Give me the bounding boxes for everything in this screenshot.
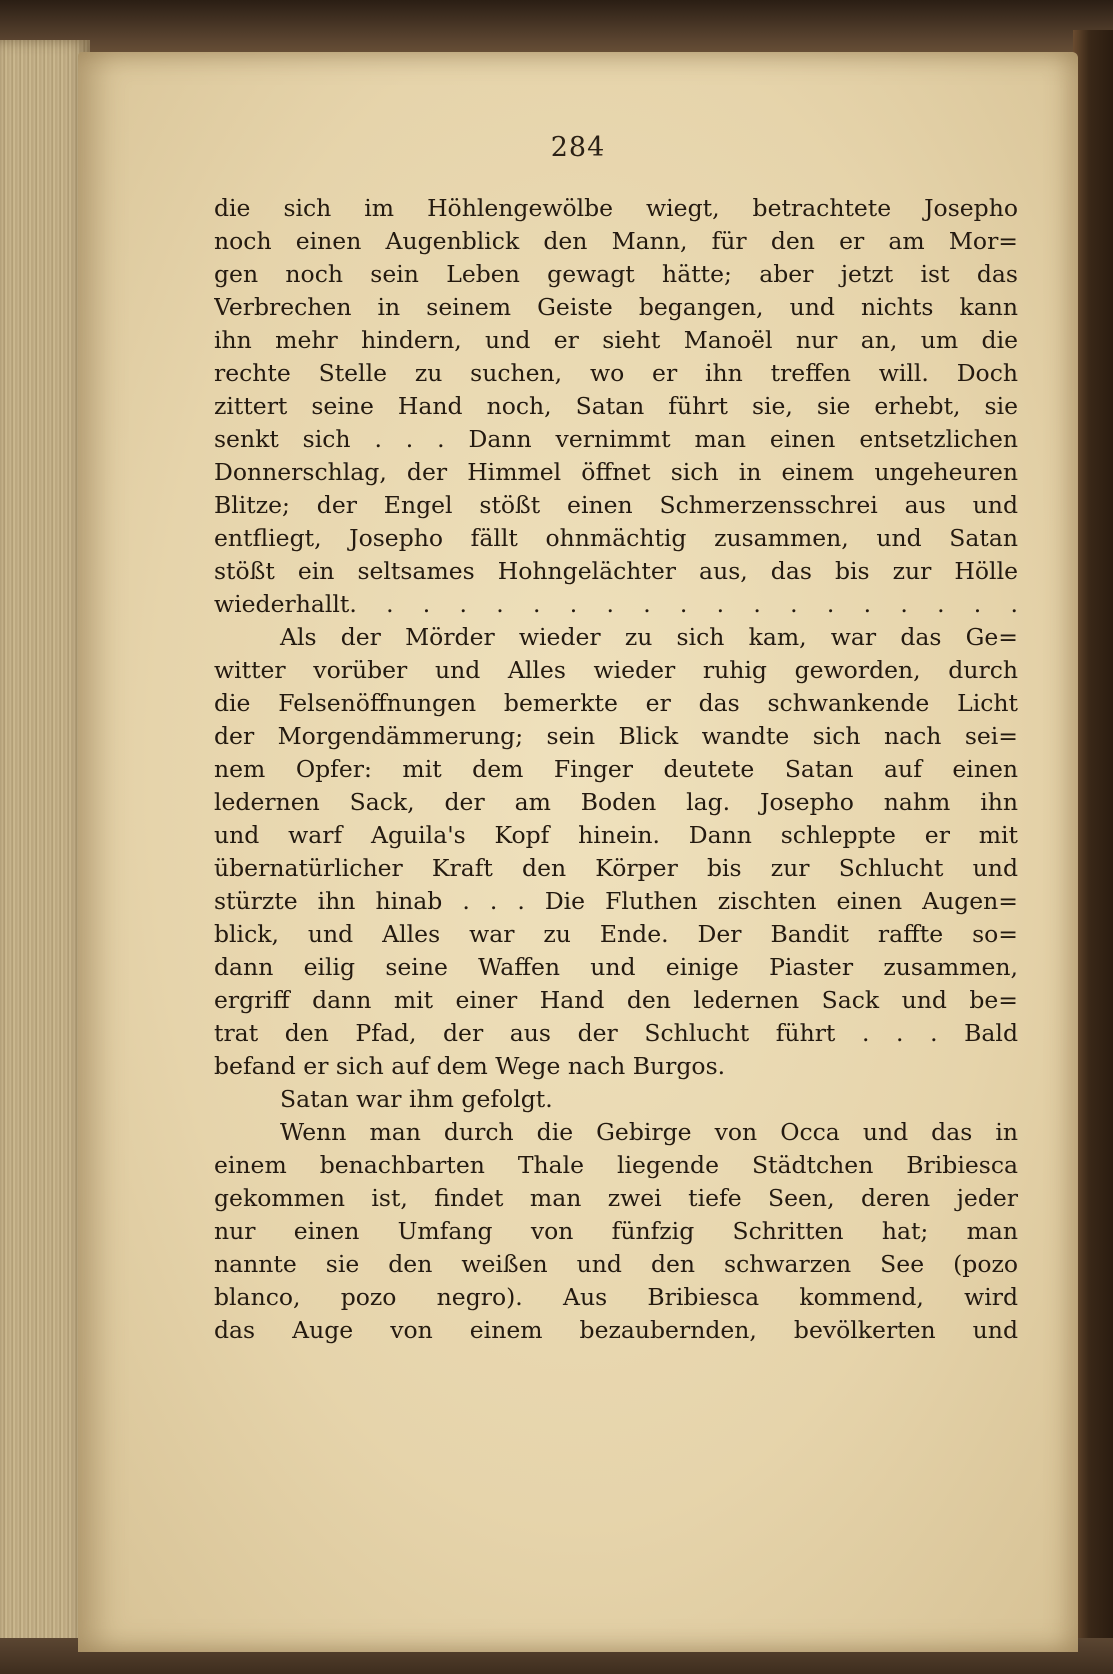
text-line: trat den Pfad, der aus der Schlucht führt . . . Bald [214,1019,1018,1047]
text-line: stürzte ihn hinab . . . Die Fluthen zischten einen Augen= [214,887,1018,915]
text-line: übernatürlicher Kraft den Körper bis zur Schlucht und [214,854,1018,882]
text-line: witter vorüber und Alles wieder ruhig geworden, durch [214,656,1018,684]
text-line: wiederhallt. . . . . . . . . . . . . . . . . . . [214,590,1018,618]
text-line: gekommen ist, findet man zwei tiefe Seen, deren jeder [214,1184,1018,1212]
text-line: dann eilig seine Waffen und einige Piaster zusammen, [214,953,1018,981]
text-line: Verbrechen in seinem Geiste begangen, und nichts kann [214,293,1018,321]
text-line: Satan war ihm gefolgt. [280,1085,553,1113]
text-line: entfliegt, Josepho fällt ohnmächtig zusammen, und Satan [214,524,1018,552]
text-line: gen noch sein Leben gewagt hätte; aber jetzt ist das [214,260,1018,288]
text-line: ledernen Sack, der am Boden lag. Josepho nahm ihn [214,788,1018,816]
text-line: nannte sie den weißen und den schwarzen See (pozo [214,1250,1018,1278]
text-line: noch einen Augenblick den Mann, für den er am Mor= [214,227,1018,255]
text-line: rechte Stelle zu suchen, wo er ihn treffen will. Doch [214,359,1018,387]
book-cover-right [1073,30,1113,1674]
text-line: Als der Mörder wieder zu sich kam, war das Ge= [280,623,1018,651]
text-line: Blitze; der Engel stößt einen Schmerzensschrei aus und [214,491,1018,519]
text-line: stößt ein seltsames Hohngelächter aus, das bis zur Hölle [214,557,1018,585]
book-cover-top [0,0,1113,58]
text-line: und warf Aguila's Kopf hinein. Dann schleppte er mit [214,821,1018,849]
page-edges [0,40,90,1674]
text-line: blick, und Alles war zu Ende. Der Bandit raffte so= [214,920,1018,948]
text-line: Donnerschlag, der Himmel öffnet sich in einem ungeheuren [214,458,1018,486]
text-line: nur einen Umfang von fünfzig Schritten hat; man [214,1217,1018,1245]
text-line: Wenn man durch die Gebirge von Occa und das in [280,1118,1018,1146]
text-line: senkt sich . . . Dann vernimmt man einen entsetzlichen [214,425,1018,453]
text-line: ihn mehr hindern, und er sieht Manoël nur an, um die [214,326,1018,354]
text-line: blanco, pozo negro). Aus Bribiesca kommend, wird [214,1283,1018,1311]
text-line: ergriff dann mit einer Hand den ledernen Sack und be= [214,986,1018,1014]
text-line: die sich im Höhlengewölbe wiegt, betrachtete Josepho [214,194,1018,222]
text-line: zittert seine Hand noch, Satan führt sie, sie erhebt, sie [214,392,1018,420]
text-line: befand er sich auf dem Wege nach Burgos. [214,1052,726,1080]
page-number: 284 [550,132,606,163]
text-line: der Morgendämmerung; sein Blick wandte sich nach sei= [214,722,1018,750]
text-line: nem Opfer: mit dem Finger deutete Satan auf einen [214,755,1018,783]
text-line: einem benachbarten Thale liegende Städtchen Bribiesca [214,1151,1018,1179]
text-line: die Felsenöffnungen bemerkte er das schwankende Licht [214,689,1018,717]
body-text [214,192,1018,1347]
text-line: das Auge von einem bezaubernden, bevölkerten und [214,1316,1018,1344]
printed-page [78,52,1078,1652]
